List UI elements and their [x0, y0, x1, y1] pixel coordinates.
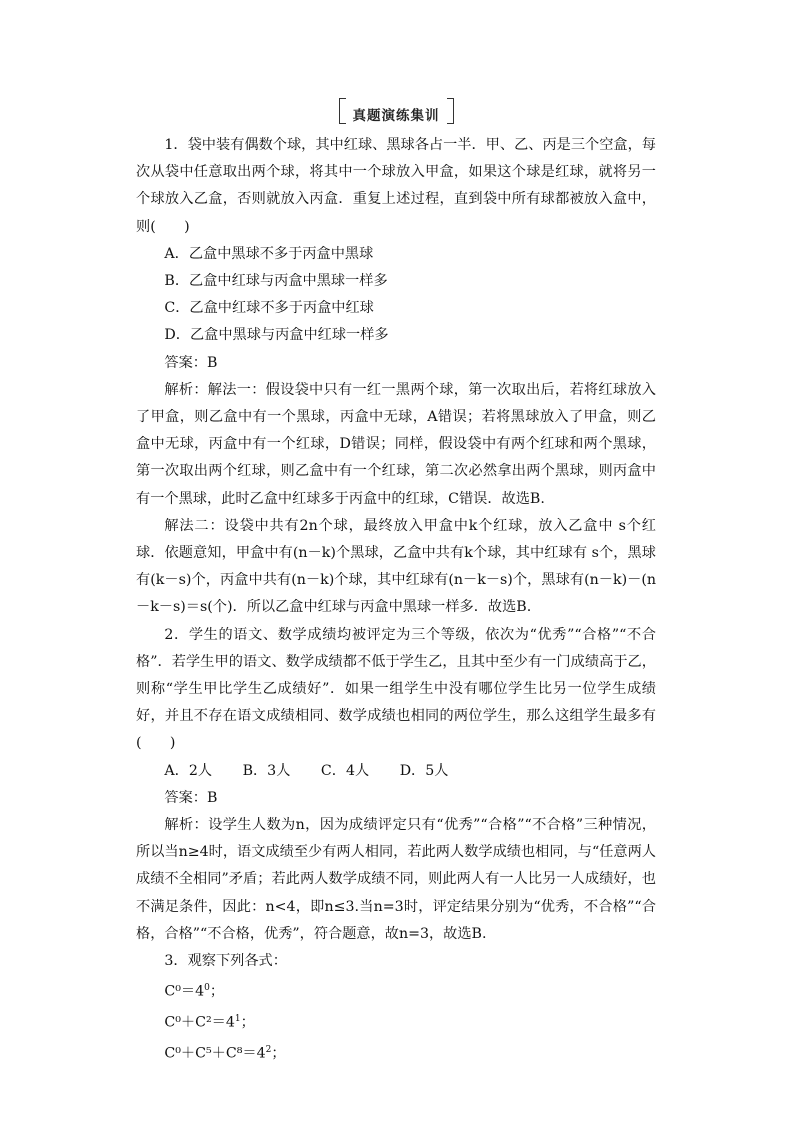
q2-choice-a: A．2人 — [164, 762, 213, 779]
q2-choice-d: D．5人 — [399, 762, 449, 779]
q2-choices — [136, 758, 656, 785]
q1-answer: 答案：B — [164, 354, 218, 371]
q2-choice-b: B．3人 — [242, 762, 291, 779]
q3-formula-1: $C^0=4^0$； — [164, 983, 225, 1001]
section-heading-wrap — [136, 98, 656, 132]
q3-formula-2: $C^0+C^2=4^1$； — [164, 1014, 255, 1031]
section-heading: 真题演练集训 — [339, 98, 454, 124]
q1-analysis-method1: 解析：解法一：假设袋中只有一红一黑两个球，第一次取出后，若将红球放入了甲盒，则乙盒中有一个黑球，丙盒中无球，A错误；若将黑球放入了甲盒，则乙盒中无球，丙盒中有一个红球，D错误；同样，假设袋中有两个红球和两个黑球，第一次取出两个红球，则乙盒中有一个红球，第二次必然拿出两个黑球，则丙盒中有一个黑球，此时乙盒中红球多于丙盒中的红球，C错误．故选B. — [136, 381, 656, 507]
q1-option-a: A．乙盒中黑球不多于丙盒中黑球 — [164, 245, 374, 262]
q2-stem: 2．学生的语文、数学成绩均被评定为三个等级，依次为“优秀”“合格”“不合格”．若学生甲的语文、数学成绩都不低于学生乙，且其中至少有一门成绩高于乙，则称“学生甲比学生乙成绩好”．如果一组学生中没有哪位学生比另一位学生成绩好，并且不存在语文成绩相同、数学成绩也相同的两位学生，那么这组学生最多有( ) — [136, 626, 656, 752]
q2-answer: 答案：B — [164, 789, 218, 806]
q1-option-b: B．乙盒中红球与丙盒中黑球一样多 — [164, 273, 388, 290]
document-page — [136, 98, 656, 1068]
q2-choice-c: C．4人 — [320, 762, 370, 779]
q1-stem: 1．袋中装有偶数个球，其中红球、黑球各占一半．甲、乙、丙是三个空盒，每次从袋中任意取出两个球，将其中一个球放入甲盒，如果这个球是红球，就将另一个球放入乙盒，否则就放入丙盒．重复上述过程，直到袋中所有球都被放入盒中，则( ) — [136, 137, 656, 235]
q3-formula-3: $C^0+C^5+C^8=4^2$； — [164, 1045, 286, 1062]
q1-option-d: D．乙盒中黑球与丙盒中红球一样多 — [164, 327, 389, 344]
q1-analysis-method2: 解法二：设袋中共有2n个球，最终放入甲盒中k个红球，放入乙盒中 s个红球．依题意知，甲盒中有(n－k)个黑球，乙盒中共有k个球，其中红球有 s个，黑球有(k－s)个，丙盒中共有(n－k)个球，其中红球有(n－k－s)个，黑球有(n－k)－(n－k－s)＝s(个)．所以乙盒中红球与丙盒中黑球一样多．故选B. — [136, 517, 656, 616]
q3-stem: 3．观察下列各式： — [164, 953, 287, 970]
q2-analysis: 解析：设学生人数为n，因为成绩评定只有“优秀”“合格”“不合格”三种情况，所以当n≥4时，语文成绩至少有两人相同，若此两人数学成绩也相同，与“任意两人成绩不全相同”矛盾；若此两人数学成绩不同，则此两人有一人比另一人成绩好，也不满足条件，因此：n<4，即n≤3.当n=3时，评定结果分别为“优秀，不合格”“合格，合格”“不合格，优秀”，符合题意，故n=3，故选B. — [136, 817, 656, 942]
q1-option-c: C．乙盒中红球不多于丙盒中红球 — [164, 300, 374, 317]
